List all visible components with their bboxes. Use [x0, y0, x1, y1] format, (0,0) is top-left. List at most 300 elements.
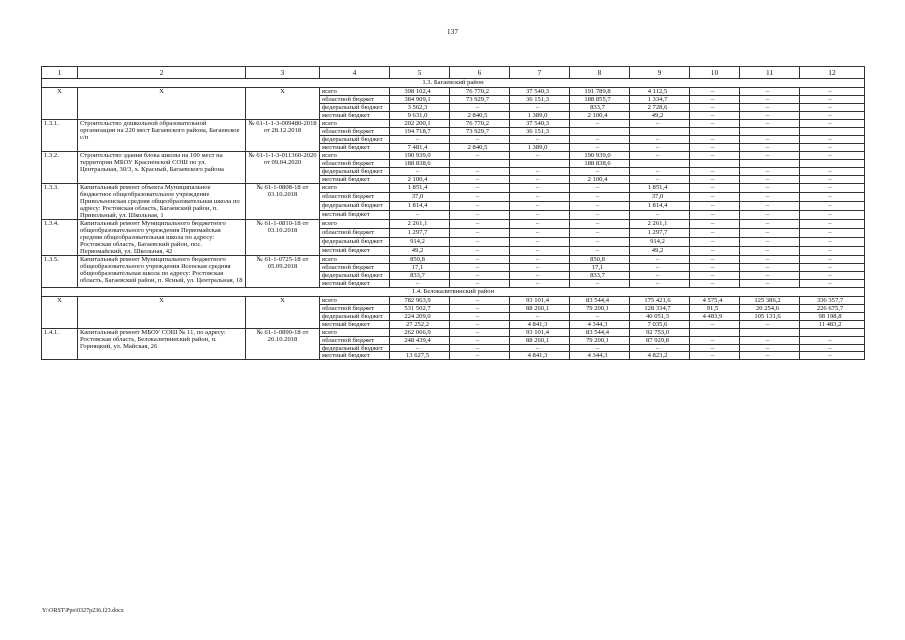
amount-value: 2 261,1	[630, 219, 690, 228]
amount-value: 73 929,7	[450, 95, 510, 103]
funding-table	[41, 66, 865, 360]
amount-value: 336 357,7	[800, 296, 865, 304]
file-path: Y:\ORST\Ppo\0327p236.f23.docx	[42, 608, 124, 614]
object-name: Капитальный ремонт МБОУ СОШ № 11, по адресу: Ростовская область, Белокалитвинский район, п. Горняцкий, ул. Майская, 26	[78, 328, 246, 360]
amount-value: 128 334,7	[630, 304, 690, 312]
object-name: Х	[78, 296, 246, 328]
budget-source: местный бюджет	[320, 210, 390, 219]
amount-value: –	[740, 271, 800, 279]
object-name: Капитальный ремонт Муниципального бюджетного общеобразовательного учреждения Ясенская средняя общеобразовательная школа по адресу: Ростовская область, Багаевский район, п. Ясный, ул. Центральная, 18	[78, 255, 246, 287]
budget-source: местный бюджет	[320, 143, 390, 151]
amount-value: –	[740, 336, 800, 344]
amount-value: –	[800, 279, 865, 287]
amount-value: –	[800, 192, 865, 201]
amount-value: 1 389,0	[510, 143, 570, 151]
amount-value: 79 200,1	[570, 336, 630, 344]
amount-value: –	[570, 237, 630, 246]
amount-value: –	[630, 344, 690, 352]
amount-value: 27 252,2	[390, 320, 450, 328]
amount-value: –	[630, 135, 690, 143]
budget-source: всего	[320, 88, 390, 96]
amount-value: –	[450, 219, 510, 228]
amount-value: 2 261,1	[390, 219, 450, 228]
amount-value: –	[690, 219, 740, 228]
amount-value: –	[510, 192, 570, 201]
amount-value	[570, 127, 630, 135]
amount-value: –	[800, 111, 865, 119]
amount-value: –	[450, 237, 510, 246]
amount-value: –	[510, 210, 570, 219]
budget-source: всего	[320, 183, 390, 192]
budget-source: местный бюджет	[320, 111, 390, 119]
amount-value: –	[390, 135, 450, 143]
amount-value: 88 260,1	[510, 336, 570, 344]
amount-value: –	[800, 135, 865, 143]
amount-value: 37 540,3	[510, 88, 570, 96]
amount-value: 188 855,7	[570, 95, 630, 103]
amount-value: –	[740, 237, 800, 246]
budget-source: всего	[320, 151, 390, 159]
registration-number: № 61-1-0810-18 от 03.10.2018	[246, 219, 320, 255]
column-header: 2	[78, 67, 246, 79]
amount-value: –	[450, 201, 510, 210]
amount-value: 2 840,5	[450, 143, 510, 151]
amount-value: –	[690, 344, 740, 352]
object-code: 1.4.1.	[42, 328, 78, 360]
amount-value: –	[450, 246, 510, 255]
amount-value: –	[450, 183, 510, 192]
amount-value: –	[570, 210, 630, 219]
amount-value: –	[450, 255, 510, 263]
amount-value: –	[690, 135, 740, 143]
column-header: 10	[690, 67, 740, 79]
amount-value: 76 770,2	[450, 119, 510, 127]
amount-value: –	[690, 210, 740, 219]
amount-value: 49,2	[630, 246, 690, 255]
amount-value: –	[690, 237, 740, 246]
amount-value: 833,7	[570, 271, 630, 279]
amount-value: –	[740, 111, 800, 119]
amount-value: –	[690, 228, 740, 237]
amount-value: –	[510, 103, 570, 111]
amount-value: –	[510, 271, 570, 279]
amount-value: –	[450, 135, 510, 143]
amount-value: –	[740, 135, 800, 143]
amount-value: –	[690, 167, 740, 175]
amount-value: 92 753,0	[630, 328, 690, 336]
registration-number: Х	[246, 296, 320, 328]
amount-value: –	[630, 255, 690, 263]
amount-value: –	[740, 103, 800, 111]
amount-value: –	[800, 88, 865, 96]
amount-value: –	[570, 143, 630, 151]
amount-value: –	[570, 219, 630, 228]
column-header: 3	[246, 67, 320, 79]
amount-value: –	[690, 103, 740, 111]
amount-value	[740, 328, 800, 336]
amount-value: –	[510, 135, 570, 143]
registration-number: Х	[246, 88, 320, 120]
amount-value: –	[450, 192, 510, 201]
budget-source: федеральный бюджет	[320, 312, 390, 320]
budget-source: федеральный бюджет	[320, 237, 390, 246]
budget-source: областной бюджет	[320, 263, 390, 271]
amount-value: –	[690, 119, 740, 127]
object-code: 1.3.3.	[42, 183, 78, 219]
amount-value: –	[450, 271, 510, 279]
amount-value: –	[450, 352, 510, 360]
amount-value: 13 627,5	[390, 352, 450, 360]
amount-value: 1 814,4	[390, 201, 450, 210]
amount-value: –	[740, 263, 800, 271]
column-header: 12	[800, 67, 865, 79]
object-row	[42, 119, 865, 127]
registration-number: № 61-1-0808-18 от 03.10.2018	[246, 183, 320, 219]
amount-value: –	[800, 246, 865, 255]
amount-value: 76 770,2	[450, 88, 510, 96]
section-title-row	[42, 287, 865, 296]
budget-source: областной бюджет	[320, 95, 390, 103]
amount-value	[450, 159, 510, 167]
object-code: 1.3.1.	[42, 119, 78, 151]
budget-source: федеральный бюджет	[320, 135, 390, 143]
amount-value: 3 562,3	[390, 103, 450, 111]
amount-value: 194 718,7	[390, 127, 450, 135]
amount-value: –	[510, 175, 570, 183]
amount-value: –	[690, 271, 740, 279]
budget-source: местный бюджет	[320, 352, 390, 360]
budget-source: федеральный бюджет	[320, 344, 390, 352]
amount-value: 125 386,2	[740, 296, 800, 304]
object-row	[42, 255, 865, 263]
amount-value: 1 297,7	[630, 228, 690, 237]
amount-value: 91,5	[690, 304, 740, 312]
amount-value: –	[630, 143, 690, 151]
amount-value: –	[800, 344, 865, 352]
amount-value: –	[510, 167, 570, 175]
amount-value: 1 814,4	[630, 201, 690, 210]
amount-value: –	[690, 192, 740, 201]
column-header: 7	[510, 67, 570, 79]
amount-value	[630, 159, 690, 167]
amount-value: –	[800, 103, 865, 111]
amount-value: –	[390, 210, 450, 219]
amount-value: 49,2	[630, 111, 690, 119]
amount-value: –	[390, 279, 450, 287]
amount-value: –	[570, 135, 630, 143]
amount-value: –	[510, 344, 570, 352]
budget-source: областной бюджет	[320, 127, 390, 135]
column-header: 11	[740, 67, 800, 79]
budget-source: всего	[320, 328, 390, 336]
amount-value: 1 297,7	[390, 228, 450, 237]
amount-value: –	[510, 228, 570, 237]
amount-value: 2 100,4	[390, 175, 450, 183]
amount-value: –	[570, 201, 630, 210]
object-code: 1.3.4.	[42, 219, 78, 255]
amount-value: 87 929,8	[630, 336, 690, 344]
amount-value: –	[740, 175, 800, 183]
amount-value: 9 631,0	[390, 111, 450, 119]
amount-value: –	[800, 219, 865, 228]
amount-value: 914,2	[630, 237, 690, 246]
amount-value: –	[800, 201, 865, 210]
amount-value	[800, 159, 865, 167]
amount-value: –	[690, 246, 740, 255]
amount-value: –	[630, 210, 690, 219]
registration-number: № 61-1-0725-18 от 05.09.2018	[246, 255, 320, 287]
header-row	[42, 67, 865, 79]
budget-source: местный бюджет	[320, 175, 390, 183]
amount-value: 1 851,4	[390, 183, 450, 192]
amount-value: 914,2	[390, 237, 450, 246]
amount-value	[800, 127, 865, 135]
budget-source: областной бюджет	[320, 192, 390, 201]
amount-value: –	[740, 201, 800, 210]
amount-value: –	[390, 167, 450, 175]
budget-source: местный бюджет	[320, 246, 390, 255]
object-row	[42, 183, 865, 192]
amount-value: 188 838,6	[570, 159, 630, 167]
amount-value: –	[740, 279, 800, 287]
amount-value: 1 389,0	[510, 111, 570, 119]
registration-number: № 61-1-0890-18 от 26.10.2018	[246, 328, 320, 360]
amount-value: –	[690, 183, 740, 192]
amount-value: –	[740, 183, 800, 192]
object-name: Х	[78, 88, 246, 120]
amount-value: –	[800, 183, 865, 192]
amount-value: –	[740, 246, 800, 255]
amount-value: –	[800, 336, 865, 344]
object-row	[42, 151, 865, 159]
amount-value: 4 344,3	[570, 352, 630, 360]
amount-value	[690, 328, 740, 336]
amount-value	[740, 159, 800, 167]
amount-value: –	[690, 175, 740, 183]
amount-value: –	[800, 255, 865, 263]
amount-value: 37,0	[390, 192, 450, 201]
budget-source: местный бюджет	[320, 279, 390, 287]
amount-value: –	[740, 352, 800, 360]
amount-value: –	[740, 320, 800, 328]
amount-value: 17,1	[390, 263, 450, 271]
object-name: Строительство дошкольной образовательной организации на 220 мест Багаевского района, Багаевское с/п	[78, 119, 246, 151]
column-header: 1	[42, 67, 78, 79]
budget-source: областной бюджет	[320, 336, 390, 344]
amount-value: –	[690, 88, 740, 96]
amount-value: 4 575,4	[690, 296, 740, 304]
amount-value: –	[800, 151, 865, 159]
amount-value: –	[740, 151, 800, 159]
amount-value	[800, 328, 865, 336]
amount-value: –	[450, 210, 510, 219]
budget-source: местный бюджет	[320, 320, 390, 328]
column-header: 5	[390, 67, 450, 79]
registration-number: № 61-1-1-3-011360-2020 от 09.04.2020	[246, 151, 320, 183]
amount-value: –	[630, 167, 690, 175]
amount-value: –	[510, 246, 570, 255]
amount-value: 782 963,9	[390, 296, 450, 304]
budget-source: областной бюджет	[320, 228, 390, 237]
budget-source: всего	[320, 219, 390, 228]
section-title-row	[42, 79, 865, 88]
registration-number: № 61-1-1-3-009480-2018 от 28.12.2018	[246, 119, 320, 151]
amount-value	[740, 127, 800, 135]
object-name: Строительство здания блока школы на 100 мест на территории МБОУ Красненской СОШ по ул. Центральная, 30/3, х. Красный, Багаевского района	[78, 151, 246, 183]
budget-source: областной бюджет	[320, 159, 390, 167]
amount-value: –	[450, 320, 510, 328]
section-total-row	[42, 296, 865, 304]
amount-value: 7 035,6	[630, 320, 690, 328]
budget-source: федеральный бюджет	[320, 271, 390, 279]
amount-value: –	[450, 263, 510, 271]
object-code: Х	[42, 296, 78, 328]
amount-value: –	[510, 201, 570, 210]
amount-value: –	[800, 143, 865, 151]
amount-value	[510, 159, 570, 167]
amount-value: 73 929,7	[450, 127, 510, 135]
amount-value: 36 151,3	[510, 95, 570, 103]
object-name: Капитальный ремонт объекта Муниципальное бюджетное общеобразовательное учреждение Привольненская средняя общеобразовательная школа по адресу: Ростовская область, Багаевский район, п. Привольный, ул. Школьная, 1	[78, 183, 246, 219]
amount-value: –	[450, 279, 510, 287]
amount-value: 37 540,3	[510, 119, 570, 127]
amount-value: –	[690, 151, 740, 159]
amount-value: –	[740, 95, 800, 103]
amount-value	[690, 159, 740, 167]
amount-value: –	[740, 228, 800, 237]
amount-value: –	[800, 352, 865, 360]
amount-value: 398 102,4	[390, 88, 450, 96]
amount-value: 17,1	[570, 263, 630, 271]
object-row	[42, 328, 865, 336]
section-total-row	[42, 88, 865, 96]
amount-value: –	[450, 296, 510, 304]
amount-value: 20 254,6	[740, 304, 800, 312]
amount-value: 83 544,4	[570, 328, 630, 336]
amount-value: 2 728,6	[630, 103, 690, 111]
amount-value: –	[450, 336, 510, 344]
amount-value: 93 101,4	[510, 328, 570, 336]
amount-value: –	[450, 312, 510, 320]
amount-value: –	[800, 119, 865, 127]
amount-value: –	[690, 320, 740, 328]
amount-value: –	[690, 111, 740, 119]
amount-value: –	[800, 167, 865, 175]
amount-value: –	[570, 167, 630, 175]
amount-value: –	[800, 95, 865, 103]
amount-value: –	[510, 219, 570, 228]
amount-value: 833,7	[570, 103, 630, 111]
amount-value: 4 344,3	[570, 320, 630, 328]
amount-value: –	[740, 210, 800, 219]
amount-value: 202 200,1	[390, 119, 450, 127]
amount-value: –	[740, 167, 800, 175]
amount-value: –	[450, 328, 510, 336]
column-header: 8	[570, 67, 630, 79]
amount-value: 190 939,0	[570, 151, 630, 159]
amount-value: 79 200,1	[570, 304, 630, 312]
amount-value: 384 909,1	[390, 95, 450, 103]
amount-value: 226 675,7	[800, 304, 865, 312]
amount-value: –	[630, 151, 690, 159]
amount-value: 4 841,3	[510, 320, 570, 328]
object-row	[42, 219, 865, 228]
budget-source: всего	[320, 119, 390, 127]
section-title: 1.4. Белокалитвинский район	[42, 287, 865, 296]
amount-value: –	[570, 312, 630, 320]
amount-value: –	[690, 263, 740, 271]
column-header: 9	[630, 67, 690, 79]
amount-value: –	[570, 119, 630, 127]
amount-value: –	[800, 237, 865, 246]
amount-value: 93 101,4	[510, 296, 570, 304]
amount-value: –	[690, 336, 740, 344]
budget-source: федеральный бюджет	[320, 201, 390, 210]
amount-value: –	[690, 352, 740, 360]
amount-value: –	[570, 183, 630, 192]
amount-value: 850,8	[390, 255, 450, 263]
budget-source: областной бюджет	[320, 304, 390, 312]
amount-value: –	[740, 344, 800, 352]
amount-value: –	[690, 201, 740, 210]
amount-value: 248 439,4	[390, 336, 450, 344]
amount-value: –	[390, 344, 450, 352]
amount-value: –	[690, 255, 740, 263]
budget-source: всего	[320, 296, 390, 304]
object-code: 1.3.2.	[42, 151, 78, 183]
budget-source: всего	[320, 255, 390, 263]
amount-value: –	[510, 237, 570, 246]
amount-value: –	[450, 228, 510, 237]
amount-value: 98 198,8	[800, 312, 865, 320]
section-title: 1.3. Багаевский район	[42, 79, 865, 88]
amount-value: 1 851,4	[630, 183, 690, 192]
amount-value: –	[800, 271, 865, 279]
amount-value: –	[740, 119, 800, 127]
amount-value: –	[510, 255, 570, 263]
amount-value: –	[630, 175, 690, 183]
amount-value: –	[630, 263, 690, 271]
amount-value: –	[740, 192, 800, 201]
amount-value: –	[740, 143, 800, 151]
amount-value: –	[800, 263, 865, 271]
amount-value: –	[690, 143, 740, 151]
amount-value: –	[450, 151, 510, 159]
amount-value: 83 544,4	[570, 296, 630, 304]
amount-value: 850,8	[570, 255, 630, 263]
column-header: 4	[320, 67, 390, 79]
amount-value: 37,0	[630, 192, 690, 201]
object-code: Х	[42, 88, 78, 120]
amount-value: –	[800, 228, 865, 237]
amount-value: –	[570, 344, 630, 352]
amount-value: –	[570, 246, 630, 255]
page-number: 137	[446, 27, 459, 36]
amount-value: 2 100,4	[570, 111, 630, 119]
amount-value: 191 789,8	[570, 88, 630, 96]
amount-value: –	[450, 304, 510, 312]
amount-value: –	[740, 255, 800, 263]
amount-value: –	[570, 279, 630, 287]
amount-value: 4 823,2	[630, 352, 690, 360]
amount-value: 224 209,0	[390, 312, 450, 320]
amount-value: 4 841,3	[510, 352, 570, 360]
amount-value: 833,7	[390, 271, 450, 279]
amount-value: 7 481,4	[390, 143, 450, 151]
amount-value: –	[800, 175, 865, 183]
amount-value: 36 151,3	[510, 127, 570, 135]
amount-value: 4 483,9	[690, 312, 740, 320]
